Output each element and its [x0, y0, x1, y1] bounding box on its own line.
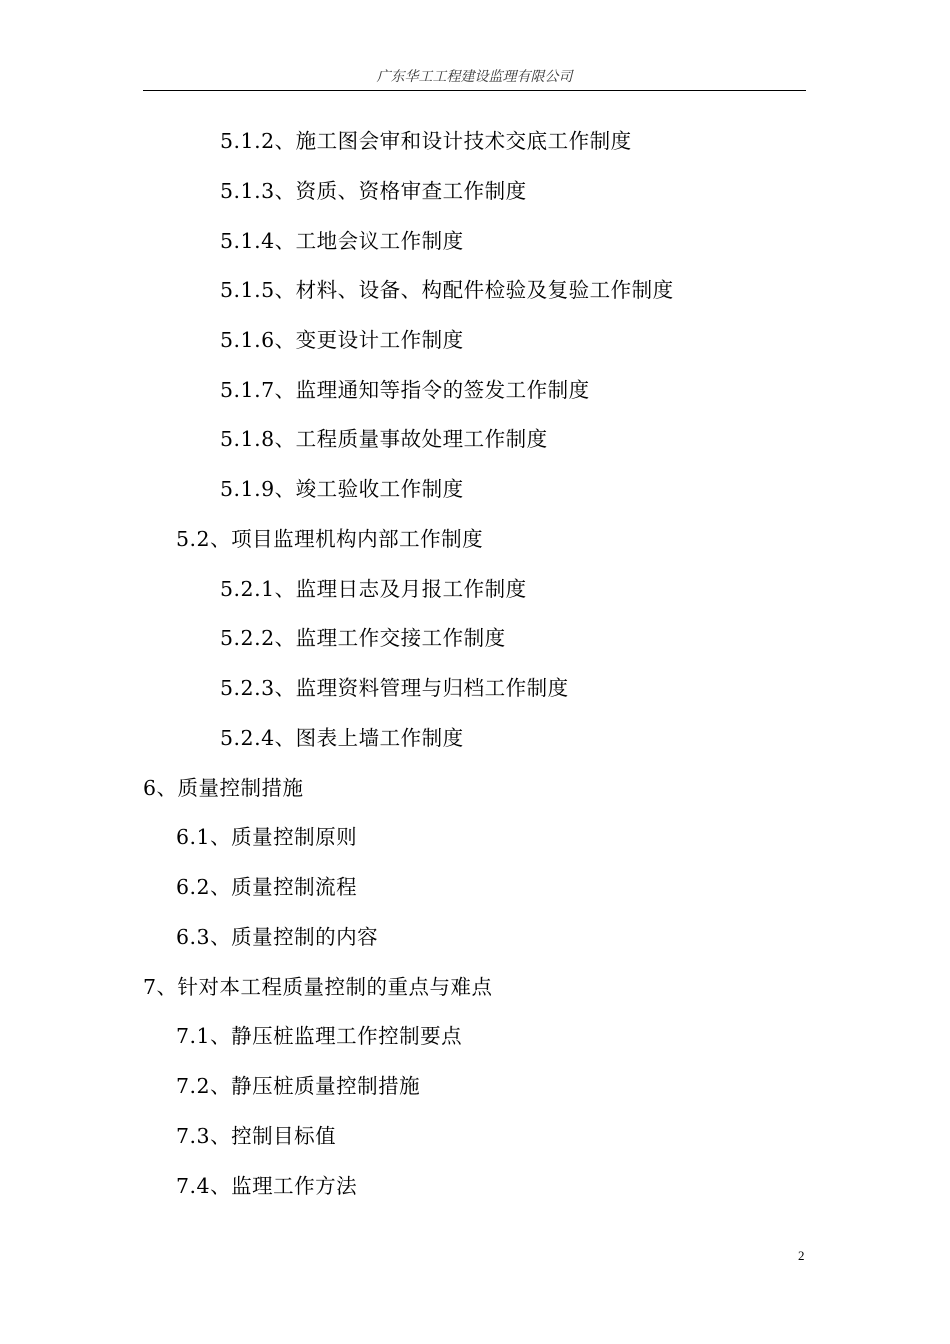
toc-item-5-2: 5.2、项目监理机构内部工作制度 — [176, 527, 484, 551]
toc-item-5-1-8: 5.1.8、工程质量事故处理工作制度 — [220, 427, 548, 451]
toc-item-5-2-1: 5.2.1、监理日志及月报工作制度 — [220, 577, 527, 601]
toc-item-5-2-4: 5.2.4、图表上墙工作制度 — [220, 726, 464, 750]
toc-item-5-1-9: 5.1.9、竣工验收工作制度 — [220, 477, 464, 501]
toc-item-6-1: 6.1、质量控制原则 — [176, 825, 358, 849]
toc-item-5-2-3: 5.2.3、监理资料管理与归档工作制度 — [220, 676, 569, 700]
toc-item-7: 7、针对本工程质量控制的重点与难点 — [143, 975, 493, 999]
toc-item-5-1-7: 5.1.7、监理通知等指令的签发工作制度 — [220, 378, 590, 402]
toc-item-5-1-5: 5.1.5、材料、设备、构配件检验及复验工作制度 — [220, 278, 674, 302]
toc-item-6: 6、质量控制措施 — [143, 776, 304, 800]
page-number: 2 — [798, 1248, 805, 1263]
toc-item-5-1-3: 5.1.3、资质、资格审查工作制度 — [220, 179, 527, 203]
toc-item-5-1-4: 5.1.4、工地会议工作制度 — [220, 229, 464, 253]
toc-item-7-3: 7.3、控制目标值 — [176, 1124, 337, 1148]
toc-item-7-1: 7.1、静压桩监理工作控制要点 — [176, 1024, 463, 1048]
company-name: 广东华工工程建设监理有限公司 — [376, 69, 573, 85]
toc-item-5-1-6: 5.1.6、变更设计工作制度 — [220, 328, 464, 352]
toc-item-7-2: 7.2、静压桩质量控制措施 — [176, 1074, 421, 1098]
toc-item-7-4: 7.4、监理工作方法 — [176, 1174, 358, 1198]
page-header — [143, 68, 806, 91]
toc-item-5-1-2: 5.1.2、施工图会审和设计技术交底工作制度 — [220, 129, 632, 153]
toc-item-5-2-2: 5.2.2、监理工作交接工作制度 — [220, 626, 506, 650]
toc-item-6-3: 6.3、质量控制的内容 — [176, 925, 379, 949]
toc-item-6-2: 6.2、质量控制流程 — [176, 875, 358, 899]
